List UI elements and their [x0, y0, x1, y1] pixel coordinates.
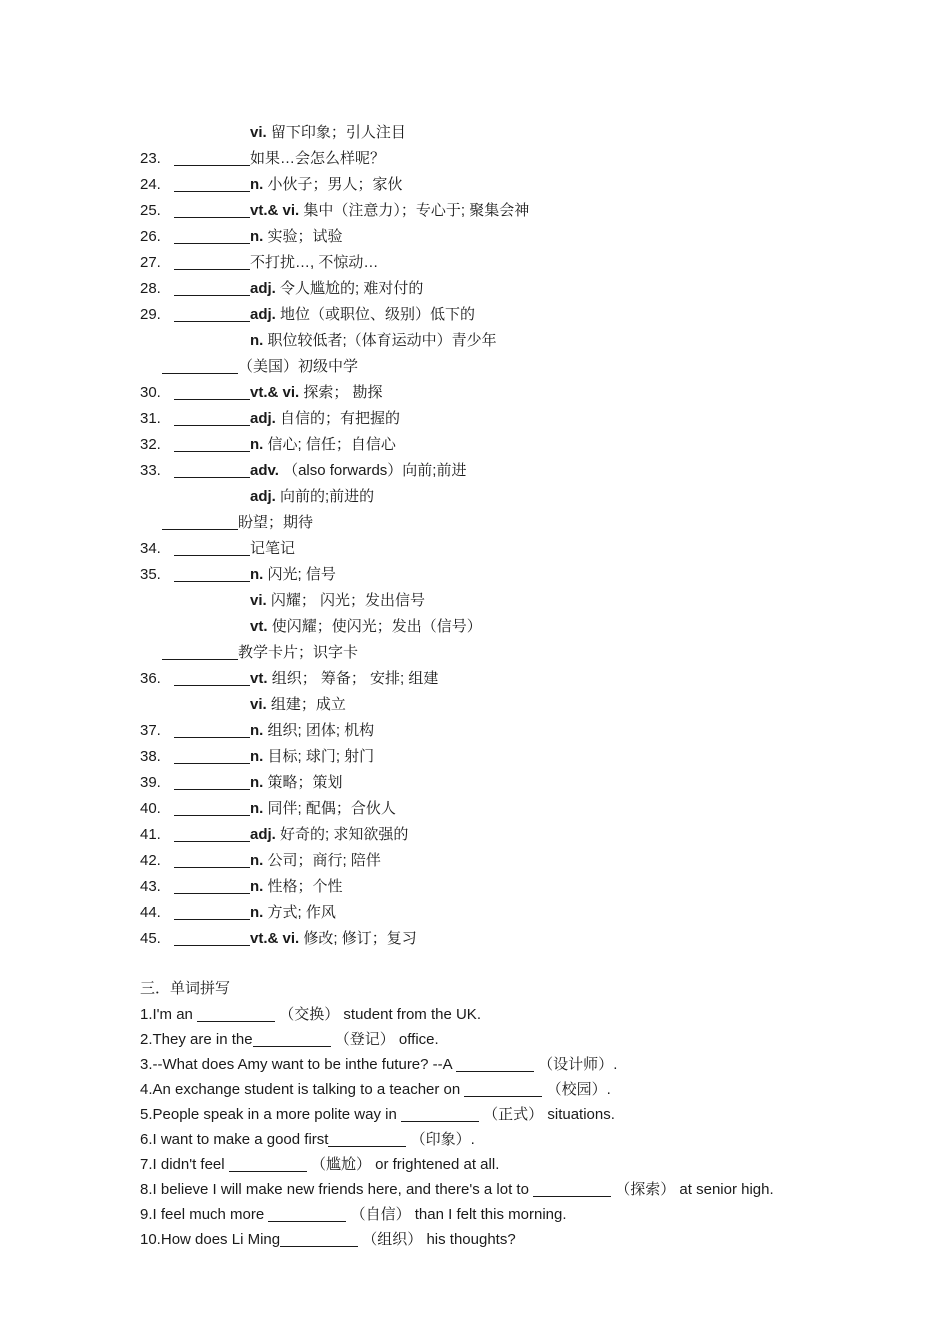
part-of-speech: vt.& vi. — [250, 930, 300, 947]
vocabulary-entry — [140, 874, 900, 900]
entry-definition — [250, 848, 381, 874]
answer-blank[interactable] — [162, 359, 238, 374]
entry-definition — [250, 744, 374, 770]
answer-blank[interactable] — [456, 1057, 534, 1072]
vocabulary-entry — [140, 640, 900, 666]
definition-text: 令人尴尬的; 难对付的 — [280, 280, 424, 297]
answer-blank[interactable] — [174, 801, 250, 816]
sentence-number: 5. — [140, 1106, 153, 1123]
definition-text: 策略；策划 — [267, 774, 343, 791]
answer-blank[interactable] — [174, 463, 250, 478]
answer-blank[interactable] — [280, 1232, 358, 1247]
part-of-speech: n. — [250, 800, 264, 817]
vocabulary-entry — [140, 276, 900, 302]
sentence-text-before: They are in the — [152, 1031, 253, 1048]
vocabulary-entry — [140, 588, 900, 614]
part-of-speech: vt. — [250, 618, 268, 635]
sentence-number: 4. — [140, 1081, 153, 1098]
definition-text: 组建；成立 — [270, 696, 346, 713]
vocabulary-entry — [140, 250, 900, 276]
part-of-speech: adj. — [250, 410, 276, 427]
definition-text: 职位较低者;（体育运动中）青少年 — [267, 332, 497, 349]
sentence-text-before: People speak in a more polite way in — [152, 1106, 401, 1123]
definition-text: 公司；商行; 陪伴 — [267, 852, 381, 869]
sentence-text-before: An exchange student is talking to a teacher on — [152, 1081, 465, 1098]
entry-definition — [250, 302, 475, 328]
definition-text: 探索； 勘探 — [303, 384, 383, 401]
definition-text: 小伙子；男人；家伙 — [267, 176, 403, 193]
definition-text: 信心; 信任；自信心 — [267, 436, 396, 453]
spelling-sentence — [140, 1052, 900, 1077]
sentence-text-after: student from the UK. — [339, 1006, 481, 1023]
entry-number: 33. — [140, 462, 161, 479]
definition-text: 组织; 团体; 机构 — [267, 722, 375, 739]
sentence-text-before: I feel much more — [152, 1206, 269, 1223]
answer-blank[interactable] — [162, 515, 238, 530]
answer-blank[interactable] — [174, 307, 250, 322]
sentence-hint: （印象） — [410, 1131, 471, 1148]
answer-blank[interactable] — [174, 203, 250, 218]
answer-blank[interactable] — [174, 827, 250, 842]
definition-text: 留下印象；引人注目 — [270, 124, 406, 141]
part-of-speech: n. — [250, 748, 264, 765]
spelling-sentence — [140, 1202, 900, 1227]
definition-text: 教学卡片；识字卡 — [238, 644, 359, 661]
vocabulary-entry — [140, 718, 900, 744]
entry-number: 25. — [140, 202, 161, 219]
answer-blank[interactable] — [174, 723, 250, 738]
entry-number: 29. — [140, 306, 161, 323]
sentence-hint: （尴尬） — [310, 1156, 371, 1173]
definition-text: 自信的；有把握的 — [280, 410, 401, 427]
entry-number: 44. — [140, 904, 161, 921]
definition-text: 如果…会怎么样呢？ — [250, 150, 386, 167]
vocabulary-entry — [140, 926, 900, 952]
vocabulary-entry — [140, 432, 900, 458]
answer-blank[interactable] — [174, 151, 250, 166]
entry-definition — [250, 692, 346, 718]
sentence-text-after: situations. — [543, 1106, 615, 1123]
entry-definition — [250, 458, 466, 484]
part-of-speech: n. — [250, 228, 264, 245]
vocabulary-entry — [140, 380, 900, 406]
sentence-number: 8. — [140, 1181, 153, 1198]
entry-definition — [250, 380, 383, 406]
vocabulary-entry — [140, 328, 900, 354]
sentence-number: 6. — [140, 1131, 153, 1148]
entry-number: 30. — [140, 384, 161, 401]
entry-definition — [250, 666, 438, 692]
spelling-sentence — [140, 1227, 900, 1252]
definition-text: 闪耀； 闪光；发出信号 — [270, 592, 426, 609]
vocabulary-entry — [140, 666, 900, 692]
answer-blank[interactable] — [328, 1132, 406, 1147]
vocabulary-entry — [140, 770, 900, 796]
entry-definition — [250, 796, 396, 822]
answer-blank[interactable] — [162, 645, 238, 660]
entry-number: 45. — [140, 930, 161, 947]
part-of-speech: adj. — [250, 306, 276, 323]
vocabulary-entry — [140, 510, 900, 536]
sentence-number: 2. — [140, 1031, 153, 1048]
part-of-speech: vt.& vi. — [250, 202, 300, 219]
sentence-text-before: I believe I will make new friends here, and there's a lot to — [152, 1181, 534, 1198]
answer-blank[interactable] — [174, 905, 250, 920]
vocabulary-entry — [140, 536, 900, 562]
answer-blank[interactable] — [174, 255, 250, 270]
spelling-sentence — [140, 1027, 900, 1052]
sentence-text-before: --What does Amy want to be inthe future? --A — [152, 1056, 456, 1073]
entry-number: 40. — [140, 800, 161, 817]
definition-text: 使闪耀；使闪光；发出（信号） — [271, 618, 482, 635]
part-of-speech: n. — [250, 904, 264, 921]
vocabulary-entry — [140, 822, 900, 848]
vocabulary-list — [140, 120, 900, 952]
sentence-text-after: his thoughts? — [422, 1231, 516, 1248]
answer-blank[interactable] — [174, 411, 250, 426]
definition-text: 地位（或职位、级别）低下的 — [280, 306, 476, 323]
entry-definition — [250, 588, 425, 614]
vocabulary-entry — [140, 198, 900, 224]
part-of-speech: n. — [250, 852, 264, 869]
sentence-number: 7. — [140, 1156, 153, 1173]
answer-blank[interactable] — [268, 1207, 346, 1222]
part-of-speech: n. — [250, 878, 264, 895]
entry-number: 31. — [140, 410, 161, 427]
entry-number: 34. — [140, 540, 161, 557]
answer-blank[interactable] — [174, 775, 250, 790]
entry-definition — [250, 718, 374, 744]
entry-definition — [250, 224, 343, 250]
sentence-text-after: . — [613, 1056, 618, 1073]
entry-number: 38. — [140, 748, 161, 765]
vocabulary-entry — [140, 848, 900, 874]
definition-text: 方式; 作风 — [267, 904, 336, 921]
definition-text: 性格；个性 — [267, 878, 343, 895]
entry-definition — [238, 510, 313, 536]
vocabulary-entry — [140, 796, 900, 822]
part-of-speech: vi. — [250, 124, 267, 141]
answer-blank[interactable] — [174, 671, 250, 686]
entry-definition — [250, 874, 343, 900]
definition-text: （美国）初级中学 — [238, 358, 359, 375]
entry-definition — [238, 640, 358, 666]
entry-definition — [250, 172, 403, 198]
sentence-text-before: I didn't feel — [152, 1156, 229, 1173]
definition-text: 同伴; 配偶；合伙人 — [267, 800, 396, 817]
vocabulary-entry — [140, 172, 900, 198]
sentence-text-after: . — [470, 1131, 475, 1148]
answer-blank[interactable] — [174, 177, 250, 192]
answer-blank[interactable] — [533, 1182, 611, 1197]
spelling-sentence — [140, 1177, 900, 1202]
entry-definition — [238, 354, 358, 380]
sentence-text-after: than I felt this morning. — [410, 1206, 567, 1223]
definition-text: 记笔记 — [250, 540, 296, 557]
sentence-hint: （探索） — [615, 1181, 676, 1198]
definition-text: 闪光; 信号 — [267, 566, 336, 583]
part-of-speech: vi. — [250, 696, 267, 713]
spelling-sentence — [140, 1102, 900, 1127]
sentence-number: 1. — [140, 1006, 153, 1023]
sentence-number: 3. — [140, 1056, 153, 1073]
spelling-sentence — [140, 1002, 900, 1027]
answer-blank[interactable] — [174, 853, 250, 868]
sentence-text-before: How does Li Ming — [160, 1231, 281, 1248]
vocabulary-entry — [140, 406, 900, 432]
entry-definition — [250, 614, 482, 640]
vocabulary-entry — [140, 120, 900, 146]
definition-text: 组织； 筹备； 安排; 组建 — [271, 670, 439, 687]
sentence-hint: （设计师） — [538, 1056, 614, 1073]
answer-blank[interactable] — [174, 931, 250, 946]
entry-number: 42. — [140, 852, 161, 869]
entry-definition — [250, 822, 408, 848]
entry-number: 37. — [140, 722, 161, 739]
entry-number: 43. — [140, 878, 161, 895]
answer-blank[interactable] — [464, 1082, 542, 1097]
entry-definition — [250, 146, 385, 172]
entry-number: 28. — [140, 280, 161, 297]
spelling-sentence — [140, 1127, 900, 1152]
vocabulary-entry — [140, 224, 900, 250]
part-of-speech: adv. — [250, 462, 279, 479]
entry-definition — [250, 250, 378, 276]
sentence-text-before: I want to make a good first — [152, 1131, 329, 1148]
vocabulary-entry — [140, 562, 900, 588]
part-of-speech: n. — [250, 722, 264, 739]
entry-number: 24. — [140, 176, 161, 193]
entry-definition — [250, 562, 336, 588]
answer-blank[interactable] — [197, 1007, 275, 1022]
entry-definition — [250, 536, 295, 562]
vocabulary-entry — [140, 458, 900, 484]
entry-definition — [250, 198, 529, 224]
answer-blank[interactable] — [229, 1157, 307, 1172]
entry-definition — [250, 770, 343, 796]
spelling-sentence — [140, 1077, 900, 1102]
entry-definition — [250, 926, 417, 952]
vocabulary-entry — [140, 692, 900, 718]
vocabulary-entry — [140, 302, 900, 328]
answer-blank[interactable] — [174, 567, 250, 582]
part-of-speech: vt. — [250, 670, 268, 687]
sentence-number: 9. — [140, 1206, 153, 1223]
answer-blank[interactable] — [401, 1107, 479, 1122]
part-of-speech: adj. — [250, 826, 276, 843]
answer-blank[interactable] — [174, 541, 250, 556]
answer-blank[interactable] — [174, 229, 250, 244]
definition-text: 不打扰…, 不惊动… — [250, 254, 379, 271]
sentence-hint: （正式） — [483, 1106, 544, 1123]
sentence-text-after: or frightened at all. — [370, 1156, 500, 1173]
sentence-hint: （组织） — [362, 1231, 423, 1248]
part-of-speech: n. — [250, 332, 264, 349]
part-of-speech: vi. — [250, 592, 267, 609]
definition-text: 集中（注意力）；专心于; 聚集会神 — [303, 202, 530, 219]
definition-text: 好奇的; 求知欲强的 — [280, 826, 409, 843]
part-of-speech: adj. — [250, 488, 276, 505]
vocabulary-entry — [140, 146, 900, 172]
sentence-hint: （交换） — [279, 1006, 340, 1023]
answer-blank[interactable] — [174, 879, 250, 894]
vocabulary-entry — [140, 900, 900, 926]
definition-text: 目标; 球门; 射门 — [267, 748, 375, 765]
entry-number: 23. — [140, 150, 161, 167]
vocabulary-entry — [140, 614, 900, 640]
entry-definition — [250, 406, 400, 432]
sentence-text-after: at senior high. — [675, 1181, 774, 1198]
answer-blank[interactable] — [174, 385, 250, 400]
part-of-speech: n. — [250, 176, 264, 193]
vocabulary-entry — [140, 744, 900, 770]
definition-text: 修改; 修订；复习 — [303, 930, 417, 947]
sentence-hint: （登记） — [334, 1031, 395, 1048]
vocabulary-entry — [140, 354, 900, 380]
part-of-speech: vt.& vi. — [250, 384, 300, 401]
definition-text: 盼望；期待 — [238, 514, 314, 531]
document-content — [140, 120, 900, 1252]
answer-blank[interactable] — [174, 281, 250, 296]
entry-definition — [250, 276, 423, 302]
entry-definition — [250, 328, 497, 354]
answer-blank[interactable] — [253, 1032, 331, 1047]
entry-number: 26. — [140, 228, 161, 245]
sentence-number: 10. — [140, 1231, 161, 1248]
entry-number: 32. — [140, 436, 161, 453]
answer-blank[interactable] — [174, 749, 250, 764]
part-of-speech: n. — [250, 774, 264, 791]
sentence-hint: （自信） — [350, 1206, 411, 1223]
entry-number: 35. — [140, 566, 161, 583]
sentence-text-before: I'm an — [152, 1006, 198, 1023]
definition-text: 向前的;前进的 — [280, 488, 375, 505]
spelling-section-heading: 三．单词拼写 — [140, 980, 231, 997]
definition-text: 实验；试验 — [267, 228, 343, 245]
sentence-text-after: . — [606, 1081, 611, 1098]
answer-blank[interactable] — [174, 437, 250, 452]
definition-text: （also forwards）向前;前进 — [283, 462, 467, 479]
entry-definition — [250, 432, 396, 458]
sentence-hint: （校园） — [546, 1081, 607, 1098]
vocabulary-entry — [140, 484, 900, 510]
entry-number: 41. — [140, 826, 161, 843]
entry-number: 39. — [140, 774, 161, 791]
part-of-speech: n. — [250, 566, 264, 583]
spelling-sentence-list — [140, 1002, 900, 1252]
entry-number: 27. — [140, 254, 161, 271]
part-of-speech: adj. — [250, 280, 276, 297]
entry-number: 36. — [140, 670, 161, 687]
entry-definition — [250, 120, 406, 146]
sentence-text-after: office. — [394, 1031, 439, 1048]
part-of-speech: n. — [250, 436, 264, 453]
entry-definition — [250, 484, 374, 510]
spelling-sentence — [140, 1152, 900, 1177]
entry-definition — [250, 900, 336, 926]
